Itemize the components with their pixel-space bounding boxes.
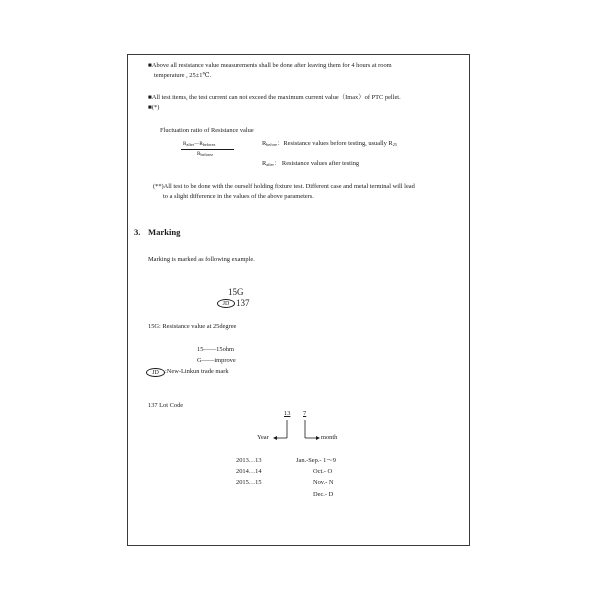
definition-r-before: $R_{before}$：Resistance values before testing, usually $R_{25}$ [262, 140, 397, 147]
marking-example-code: 137 [236, 298, 250, 308]
section-title: Marking [148, 227, 181, 237]
lot-month-digit: 7 [303, 410, 307, 417]
lot-year-digits: 13 [284, 410, 291, 417]
jd-logo-icon: JD [146, 368, 165, 377]
legend-logo-text: :New-Linkun trade mark [165, 368, 229, 375]
note-2-line-2: ■(*) [148, 104, 160, 111]
bullet-square-icon: ■ [148, 94, 152, 101]
jd-logo-icon: JD [217, 299, 235, 308]
marking-caption: 15G: Resistance value at 25degree [148, 323, 237, 330]
bullet-square-icon: ■ [148, 62, 152, 69]
year-label: Year [257, 434, 269, 441]
note-2-line-1: ■All test items, the test current can not exceed the maximum current value（Imax）of PTC pellet. [148, 94, 401, 101]
legend-g: G——improve [197, 357, 236, 364]
month-code-row: Dec.- D [313, 491, 334, 498]
section-number: 3. [134, 227, 141, 237]
note-1-line-1: ■Above all resistance value measurements shall be done after leaving them for 4 hours at room [148, 62, 392, 69]
footnote-line-2: to a slight difference in the values of the above parameters. [163, 193, 314, 200]
formula-denominator: $R_{before}^z$ [197, 151, 214, 157]
month-code-row: Nov.- N [313, 479, 334, 486]
note-1-line-2: temperature , 25±1℃. [154, 72, 212, 79]
year-code-row: 2014…14 [236, 468, 262, 475]
bullet-square-icon: ■ [148, 104, 152, 111]
year-code-row: 2013…13 [236, 457, 262, 464]
fluctuation-title: Fluctuation ratio of Resistance value [160, 127, 254, 134]
arrow-left-icon [273, 436, 277, 440]
lot-code-title: 137 Lot Code [148, 402, 184, 409]
year-code-row: 2015…15 [236, 479, 262, 486]
marking-intro: Marking is marked as following example. [148, 256, 255, 263]
arrow-right-icon [316, 436, 320, 440]
definition-r-after: $R_{after}$： Resistance values after testing [262, 160, 360, 167]
footnote-line-1: (**)All test to be done with the ourself holding fixture test. Different case and metal terminal will lead [153, 183, 415, 190]
month-code-row: Oct.- O [313, 468, 333, 475]
month-code-row: Jan.-Sep.- 1～9 [296, 457, 336, 464]
marking-example-top: 15G [228, 287, 244, 297]
month-label: month [321, 434, 338, 441]
legend-15: 15——15ohm [197, 346, 234, 353]
formula-numerator: $R_{after}—R_{before}^z$ [183, 141, 216, 147]
